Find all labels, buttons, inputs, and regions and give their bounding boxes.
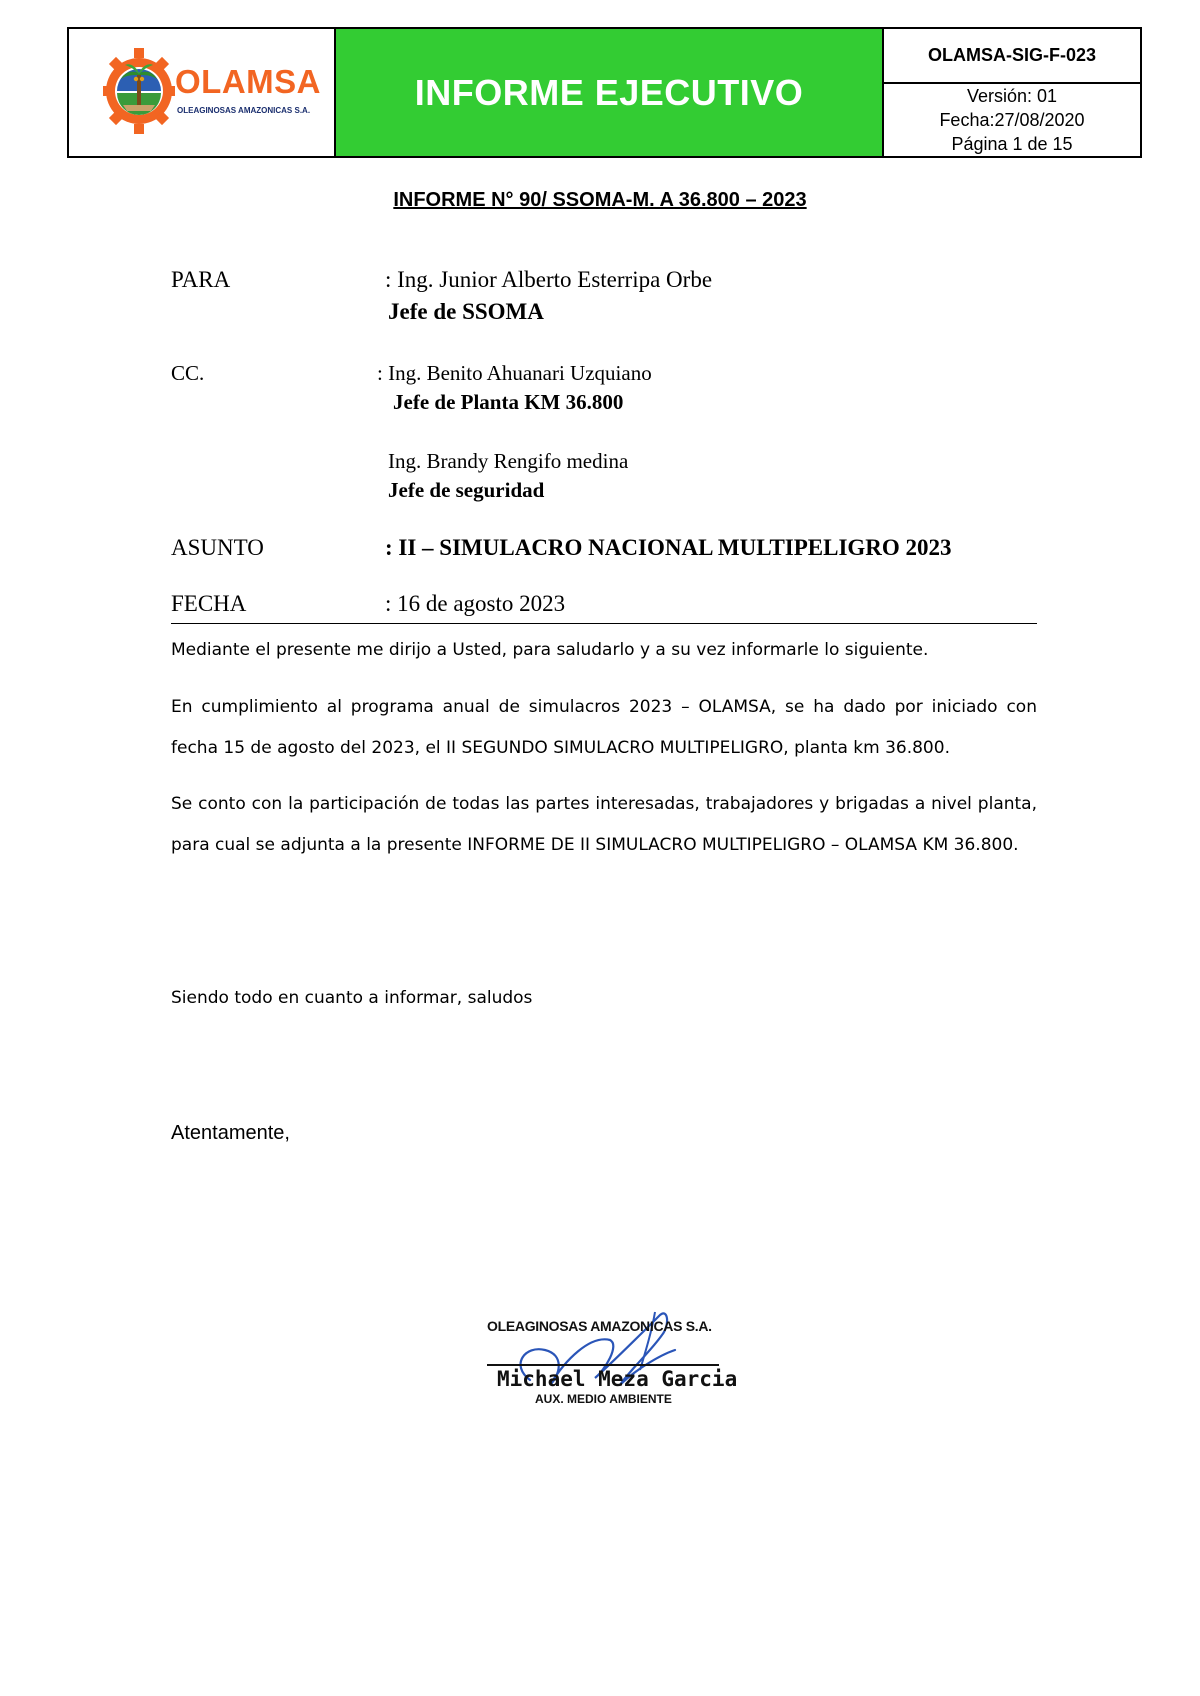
- signature-name: Michael Meza Garcia: [497, 1367, 738, 1391]
- document-code: OLAMSA-SIG-F-023: [884, 29, 1140, 84]
- logo-wordmark: OLAMSA: [175, 63, 321, 100]
- header-divider: [171, 623, 1037, 624]
- logo-subtitle: OLEAGINOSAS AMAZONICAS S.A.: [177, 106, 311, 115]
- header-title: INFORME EJECUTIVO: [414, 71, 804, 113]
- body-paragraph-3: Se conto con la participación de todas las partes interesadas, trabajadores y brigadas a nivel planta, para cual se adjunta a la presente INFORME DE II SIMULACRO MULTIPELIGRO – OLAMSA KM 36.800.: [171, 794, 1037, 855]
- document-page: Página 1 de 15: [951, 134, 1073, 154]
- document-version: Versión: 01: [966, 86, 1058, 106]
- para-label: PARA: [171, 267, 231, 292]
- fecha-value: : 16 de agosto 2023: [385, 591, 566, 616]
- olamsa-logo-icon: [103, 43, 175, 139]
- cc-value: : Ing. Benito Ahuanari Uzquiano: [377, 361, 652, 385]
- document-header: [67, 27, 1142, 158]
- logo-cell: [69, 29, 336, 156]
- body-paragraph-4: Siendo todo en cuanto a informar, saludos: [171, 988, 533, 1008]
- cc-title: Jefe de Planta KM 36.800: [393, 390, 624, 414]
- para-value: : Ing. Junior Alberto Esterripa Orbe: [385, 267, 713, 292]
- document-meta-cell: [884, 29, 1140, 156]
- cc2-title: Jefe de seguridad: [388, 478, 545, 502]
- report-number: INFORME N° 90/ SSOMA-M. A 36.800 – 2023: [393, 189, 807, 211]
- document-meta-lines: [884, 84, 1140, 156]
- header-title-cell: [336, 29, 884, 156]
- document-date: Fecha:27/08/2020: [939, 110, 1085, 130]
- para-title: Jefe de SSOMA: [388, 299, 544, 324]
- body-paragraph-1: Mediante el presente me dirijo a Usted, para saludarlo y a su vez informarle lo siguiente.: [171, 640, 929, 660]
- signature-role: AUX. MEDIO AMBIENTE: [535, 1392, 672, 1406]
- cc-label: CC.: [171, 361, 205, 385]
- cc2-value: Ing. Brandy Rengifo medina: [388, 449, 629, 473]
- closing-salutation: Atentamente,: [171, 1122, 290, 1144]
- signature-company: OLEAGINOSAS AMAZONICAS S.A.: [487, 1318, 712, 1334]
- fecha-label: FECHA: [171, 591, 247, 616]
- body-paragraph-2: En cumplimiento al programa anual de simulacros 2023 – OLAMSA, se ha dado por iniciado con fecha 15 de agosto del 2023, el II SEGUNDO SIMULACRO MULTIPELIGRO, planta km 36.800.: [171, 697, 1037, 758]
- asunto-value: : II – SIMULACRO NACIONAL MULTIPELIGRO 2023: [385, 535, 952, 560]
- asunto-label: ASUNTO: [171, 535, 264, 560]
- signature-line: [487, 1364, 719, 1366]
